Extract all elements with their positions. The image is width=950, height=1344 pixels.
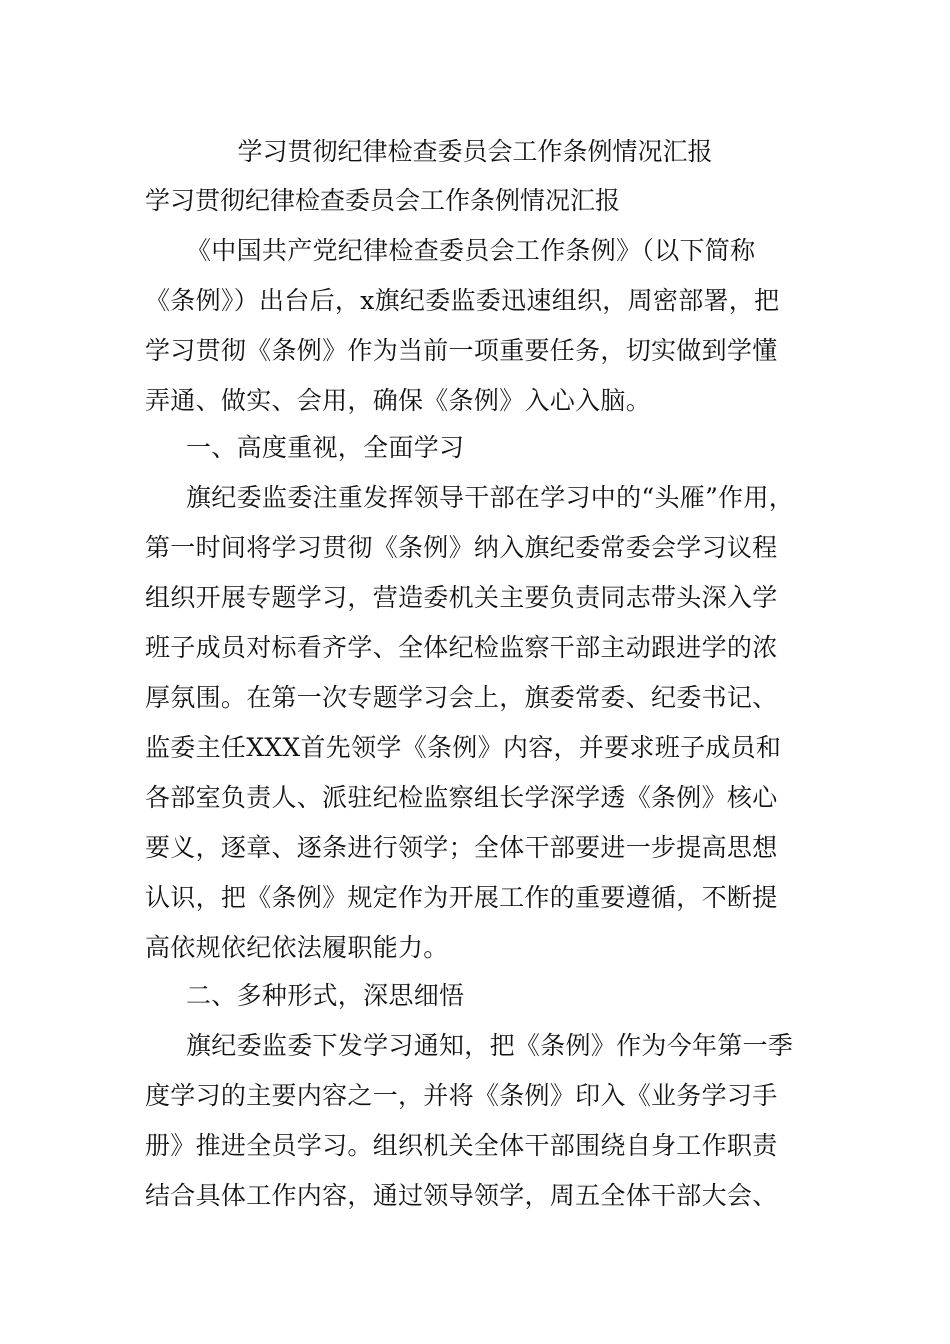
paragraph-line: 册》推进全员学习。组织机关全体干部围绕自身工作职责: [145, 1131, 778, 1160]
paragraph-line: 《中国共产党纪律检查委员会工作条例》（以下简称: [186, 236, 756, 265]
document-subtitle: 学习贯彻纪律检查委员会工作条例情况汇报: [145, 186, 621, 215]
section-heading: 二、多种形式，深思细悟: [186, 981, 465, 1010]
paragraph-line: 组织开展专题学习，营造委机关主要负责同志带头深入学: [145, 583, 778, 612]
paragraph-line: 厚氛围。在第一次专题学习会上，旗委常委、纪委书记、: [145, 683, 778, 712]
paragraph-line: 高依规依纪依法履职能力。: [145, 933, 449, 962]
document-title: 学习贯彻纪律检查委员会工作条例情况汇报: [237, 137, 713, 166]
paragraph-line: 弄通、做实、会用，确保《条例》入心入脑。: [145, 386, 652, 415]
paragraph-line: 各部室负责人、派驻纪检监察组长学深学透《条例》核心: [145, 783, 778, 812]
paragraph-line: 《条例》）出台后，x旗纪委监委迅速组织，周密部署，把: [145, 286, 780, 315]
paragraph-line: 要义，逐章、逐条进行领学；全体干部要进一步提高思想: [145, 833, 778, 862]
paragraph-line: 度学习的主要内容之一，并将《条例》印入《业务学习手: [145, 1081, 778, 1110]
paragraph-line: 认识，把《条例》规定作为开展工作的重要遵循，不断提: [145, 883, 778, 912]
paragraph-line: 学习贯彻《条例》作为当前一项重要任务，切实做到学懂: [145, 336, 778, 365]
paragraph-line: 第一时间将学习贯彻《条例》纳入旗纪委常委会学习议程: [145, 533, 778, 562]
paragraph-line: 班子成员对标看齐学、全体纪检监察干部主动跟进学的浓: [145, 633, 778, 662]
paragraph-line: 结合具体工作内容，通过领导领学，周五全体干部大会、: [145, 1181, 778, 1210]
paragraph-line: 旗纪委监委下发学习通知，把《条例》作为今年第一季: [186, 1031, 794, 1060]
paragraph-line: 监委主任XXX首先领学《条例》内容，并要求班子成员和: [145, 733, 782, 762]
paragraph-line: 旗纪委监委注重发挥领导干部在学习中的“头雁”作用，: [186, 483, 795, 512]
section-heading: 一、高度重视，全面学习: [186, 433, 465, 462]
